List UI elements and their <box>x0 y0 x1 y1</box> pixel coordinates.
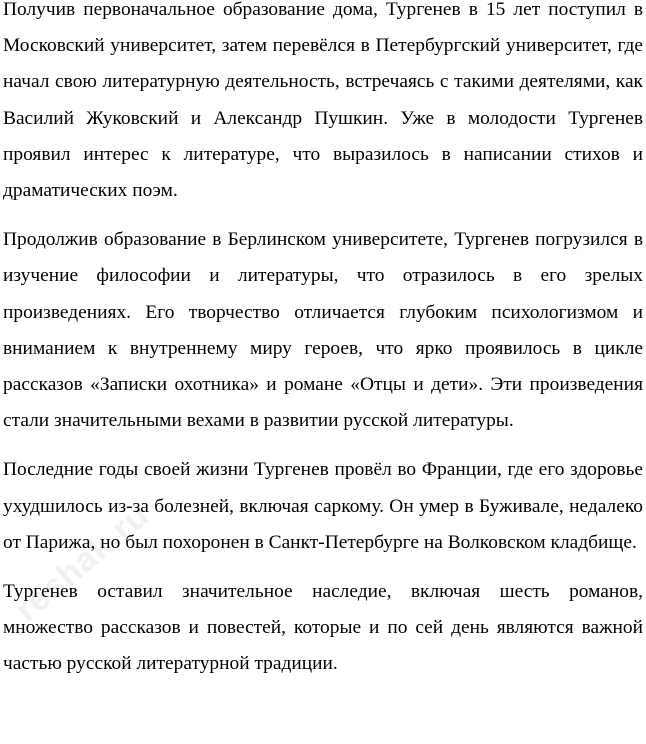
watermark-logo: reshak.ru <box>8 495 157 630</box>
paragraph-3: Последние годы своей жизни Тургенев провёл во Франции, где его здоровье ухудшилось из-за болезней, включая саркому. Он умер в Буживале, недалеко от Парижа, но был похоронен в Санкт-Петербурге на Волковском кладбище. <box>3 459 643 553</box>
paragraph-1: Получив первоначальное образование дома, Тургенев в 15 лет поступил в Московский университет, затем перевёлся в Петербургский университет, где начал свою литературную деятельность, встречаясь с такими деятелями, как Василий Жуковский и Александр Пушкин. Уже в молодости Тургенев проявил интерес к литературе, что выразилось в написании стихов и драматических поэм. <box>3 0 643 202</box>
document-body <box>3 0 643 696</box>
paragraph-2: Продолжив образование в Берлинском университете, Тургенев погрузился в изучение философии и литературы, что отразилось в его зрелых произведениях. Его творчество отличается глубоким психологизмом и вниманием к внутреннему миру героев, что ярко проявилось в цикле рассказов «Записки охотника» и романе «Отцы и дети». Эти произведения стали значительными вехами в развитии русской литературы. <box>3 229 643 432</box>
paragraph-4: Тургенев оставил значительное наследие, включая шесть романов, множество рассказов и повестей, которые и по сей день являются важной частью русской литературной традиции. <box>3 581 643 675</box>
